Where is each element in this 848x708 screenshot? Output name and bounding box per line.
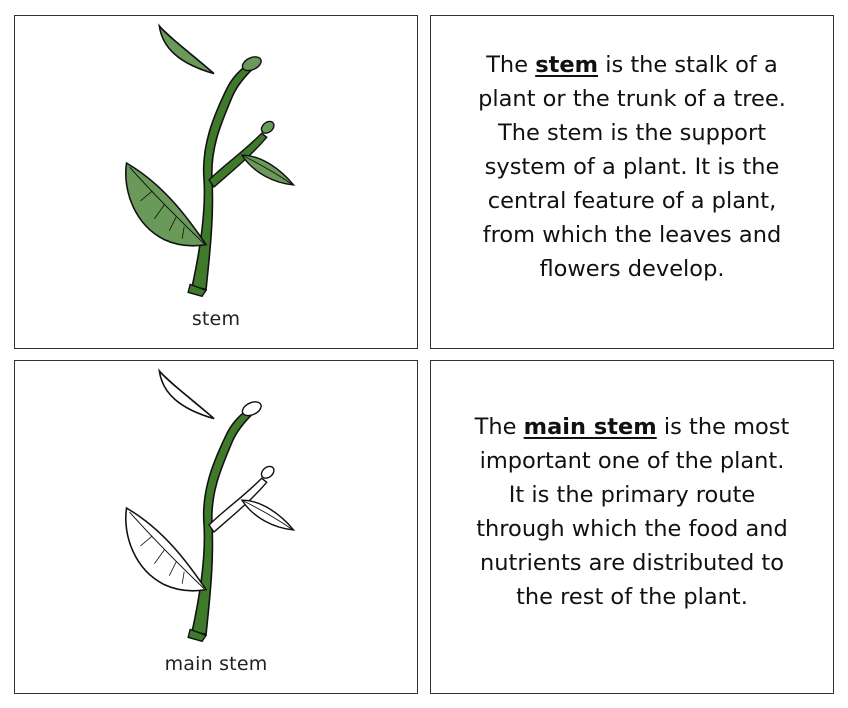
desc-text: The (486, 52, 536, 78)
card-caption: stem (191, 308, 241, 330)
stem-description (471, 48, 793, 286)
main-stem-description (471, 410, 793, 614)
description-card-main-stem (430, 360, 834, 694)
card-caption: main stem (164, 653, 268, 675)
description-card-stem (430, 15, 834, 349)
plant-main-stem-illustration (15, 361, 417, 693)
term-stem: stem (535, 52, 599, 78)
term-main-stem: main stem (523, 414, 657, 440)
desc-text: is the most important one of the plant. It is the primary route through which the food and nutrients are distributed to the rest of the plant. (476, 414, 790, 610)
desc-text: The (474, 414, 524, 440)
plant-stem-illustration (15, 16, 417, 348)
picture-card-stem (14, 15, 418, 349)
desc-text: is the stalk of a plant or the trunk of a tree. The stem is the support system of a plant. It is the central feature of a plant, from which the leaves and flowers develop. (478, 52, 786, 282)
picture-card-main-stem (14, 360, 418, 694)
